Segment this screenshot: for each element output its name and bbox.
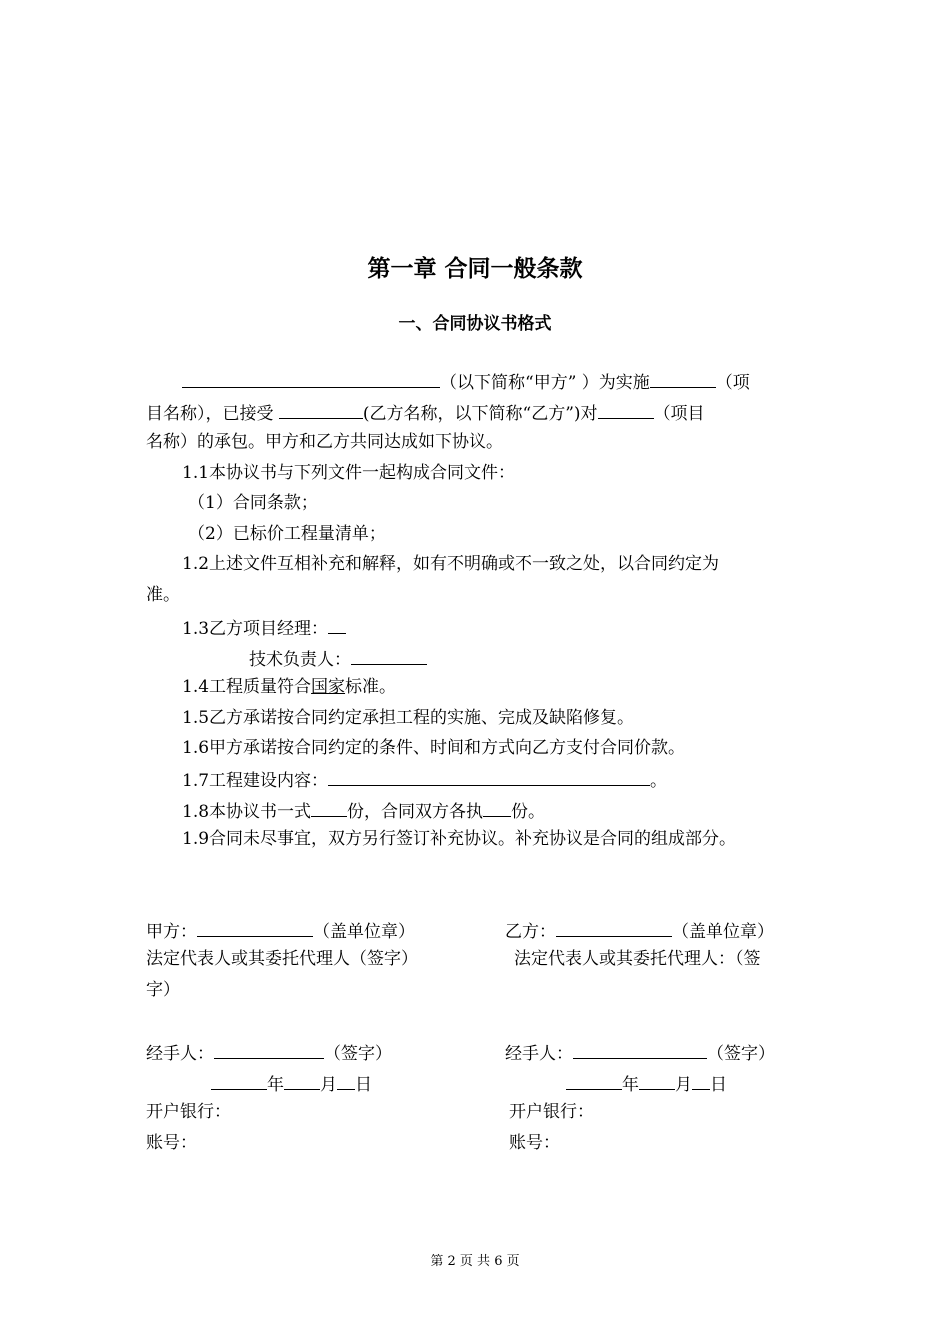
party-a-sign-blank[interactable]: [197, 918, 313, 937]
party-a-bank: 开户银行：: [146, 1102, 231, 1122]
party-a-account: 账号：: [146, 1133, 197, 1153]
clause-1-2-cont: 准。: [146, 585, 180, 605]
clause-1-2: 1.2上述文件互相补充和解释，如有不明确或不一致之处，以合同约定为: [182, 554, 720, 574]
party-b-sign: 乙方： （盖单位章）: [505, 918, 774, 943]
intro-line-3: 名称）的承包。甲方和乙方共同达成如下协议。: [146, 432, 503, 452]
party-a-day-blank[interactable]: [337, 1071, 355, 1090]
clause-1-6: 1.6甲方承诺按合同约定的条件、时间和方式向乙方支付合同价款。: [182, 738, 686, 758]
party-b-name-blank[interactable]: [279, 400, 363, 419]
clause-1-9: 1.9合同未尽事宜，双方另行签订补充协议。补充协议是合同的组成部分。: [182, 829, 737, 849]
chapter-title: 第一章 合同一般条款: [367, 256, 583, 282]
page-footer: 第 2 页 共 6 页: [430, 1254, 520, 1269]
clause-1-5: 1.5乙方承诺按合同约定承担工程的实施、完成及缺陷修复。: [182, 708, 635, 728]
party-b-year-blank[interactable]: [566, 1071, 622, 1090]
clause-1-1-item-2: （2）已标价工程量清单；: [188, 524, 386, 544]
party-a-year-blank[interactable]: [211, 1071, 267, 1090]
party-b-handler: 经手人： （签字）: [505, 1040, 775, 1065]
clause-1-4: 1.4工程质量符合国家标准。: [182, 677, 397, 697]
party-b-date: 年 月 日: [566, 1071, 727, 1096]
clause-1-7: 1.7工程建设内容： 。: [182, 767, 667, 792]
project-name-blank-2[interactable]: [598, 400, 654, 419]
clause-1-1: 1.1本协议书与下列文件一起构成合同文件：: [182, 463, 516, 483]
clause-1-8: 1.8本协议书一式 份，合同双方各执 份。: [182, 798, 545, 823]
party-a-handler-blank[interactable]: [214, 1040, 324, 1059]
party-b-account: 账号：: [509, 1133, 560, 1153]
party-b-day-blank[interactable]: [692, 1071, 710, 1090]
clause-1-3: 1.3乙方项目经理：: [182, 615, 346, 640]
section-title: 一、合同协议书格式: [398, 314, 552, 334]
project-manager-blank[interactable]: [328, 615, 346, 634]
party-b-rep-cont: 字）: [146, 980, 180, 1000]
intro-line-1: （以下简称“甲方” ）为实施 （项: [182, 369, 750, 394]
clause-1-1-item-1: （1）合同条款；: [188, 493, 318, 513]
copies-each-blank[interactable]: [483, 798, 511, 817]
party-b-handler-blank[interactable]: [573, 1040, 707, 1059]
party-a-rep: 法定代表人或其委托代理人（签字）: [146, 949, 418, 969]
party-a-date: 年 月 日: [211, 1071, 372, 1096]
party-a-name-blank[interactable]: [182, 369, 440, 388]
party-a-sign: 甲方： （盖单位章）: [146, 918, 415, 943]
construction-content-blank[interactable]: [328, 767, 650, 786]
party-a-handler: 经手人： （签字）: [146, 1040, 392, 1065]
quality-standard: 国家: [311, 677, 346, 697]
tech-lead-blank[interactable]: [351, 646, 427, 665]
intro-line-2: 目名称），已接受 (乙方名称，以下简称“乙方”)对 （项目: [146, 400, 705, 425]
party-a-month-blank[interactable]: [284, 1071, 320, 1090]
party-b-sign-blank[interactable]: [556, 918, 672, 937]
party-b-month-blank[interactable]: [639, 1071, 675, 1090]
party-b-rep: 法定代表人或其委托代理人：（签: [514, 949, 761, 969]
copies-blank[interactable]: [311, 798, 347, 817]
clause-1-3-tech: 技术负责人：: [249, 646, 427, 671]
party-b-bank: 开户银行：: [509, 1102, 594, 1122]
project-name-blank[interactable]: [650, 369, 716, 388]
